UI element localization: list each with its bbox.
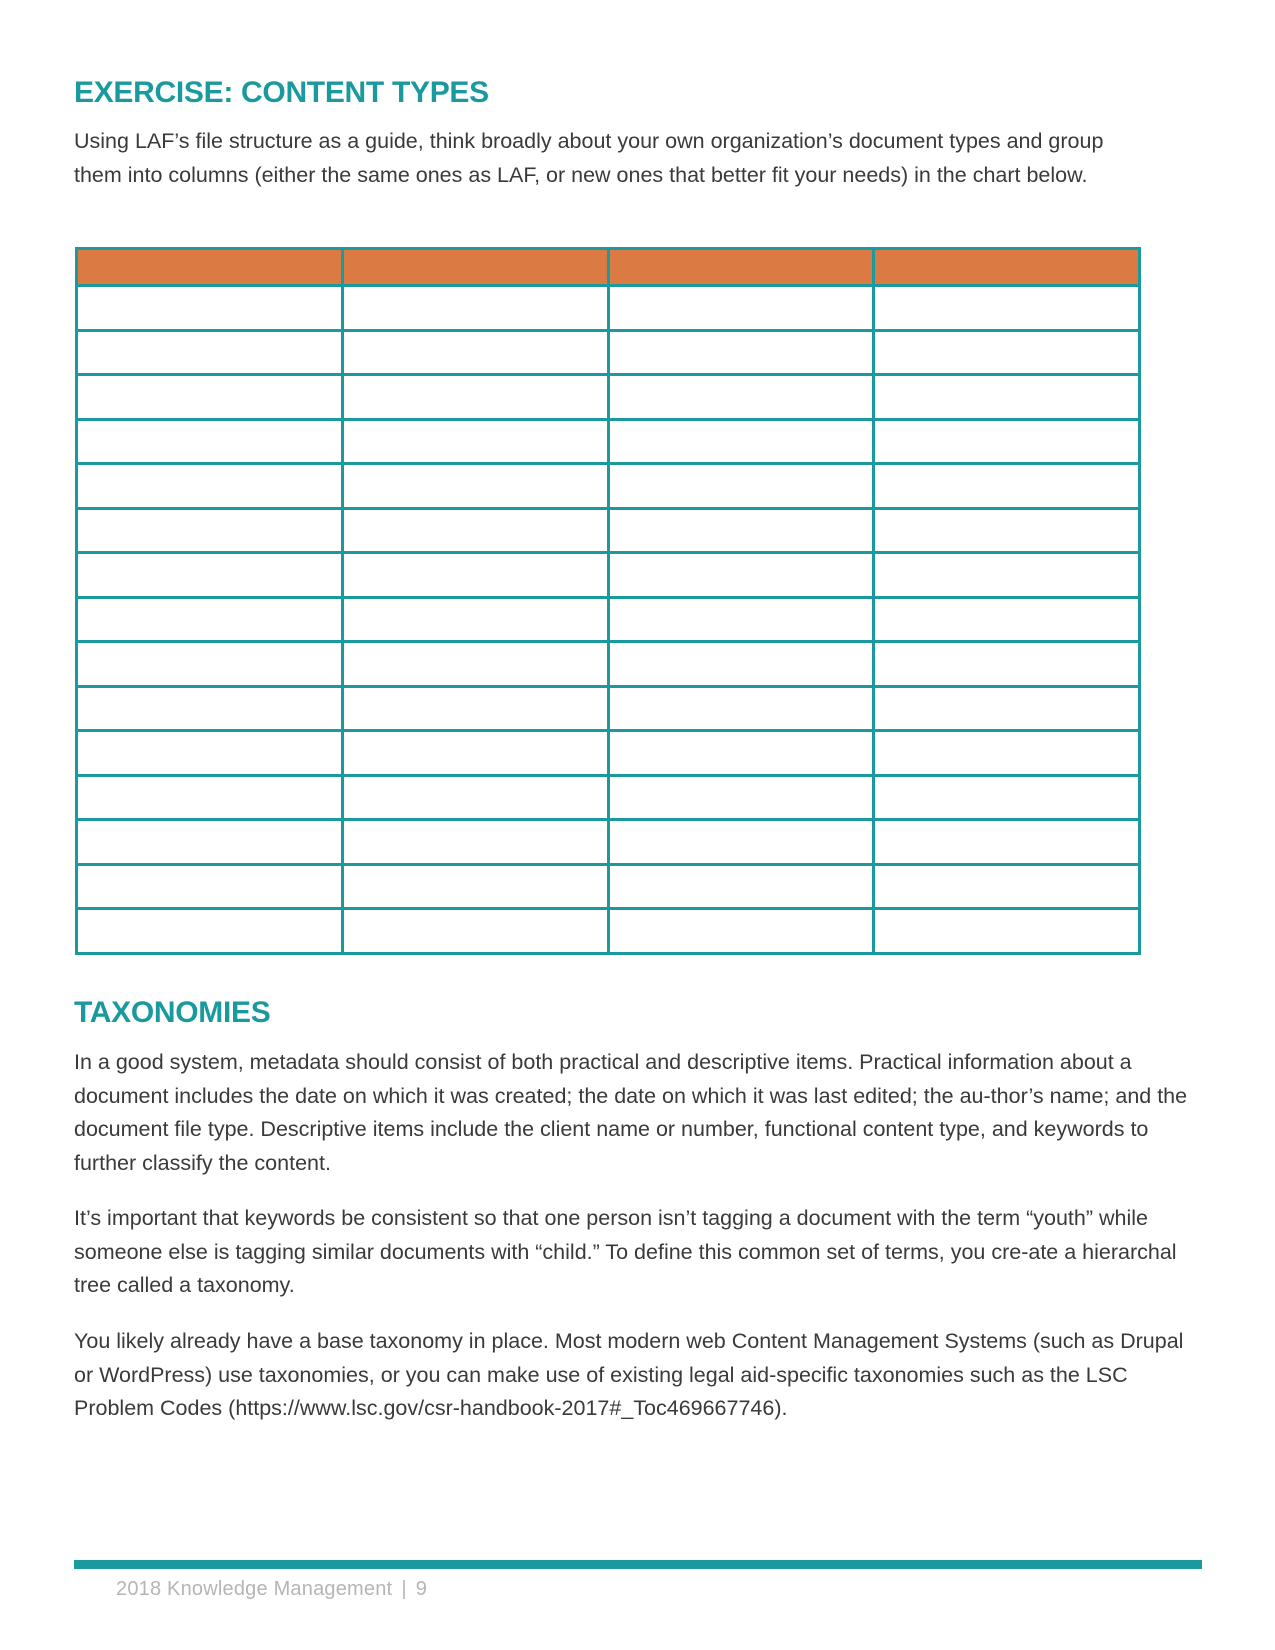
footer-rule <box>74 1560 1202 1569</box>
table-cell[interactable] <box>874 375 1140 420</box>
header-cell[interactable] <box>342 249 608 286</box>
header-cell[interactable] <box>608 249 874 286</box>
table-row <box>77 375 1140 420</box>
footer-title: 2018 Knowledge Management <box>116 1578 393 1600</box>
table-cell[interactable] <box>77 375 343 420</box>
table-cell[interactable] <box>608 686 874 731</box>
table-cell[interactable] <box>874 864 1140 909</box>
header-cell[interactable] <box>77 249 343 286</box>
table-cell[interactable] <box>608 330 874 375</box>
table-cell[interactable] <box>77 330 343 375</box>
table-header-row <box>77 249 1140 286</box>
table-cell[interactable] <box>342 419 608 464</box>
table-cell[interactable] <box>608 909 874 954</box>
table-row <box>77 642 1140 687</box>
table-cell[interactable] <box>608 642 874 687</box>
table-cell[interactable] <box>77 686 343 731</box>
table-cell[interactable] <box>608 597 874 642</box>
table-cell[interactable] <box>874 909 1140 954</box>
table-cell[interactable] <box>342 909 608 954</box>
table-cell[interactable] <box>342 642 608 687</box>
table-cell[interactable] <box>77 464 343 509</box>
table-cell[interactable] <box>874 686 1140 731</box>
table-row <box>77 464 1140 509</box>
table-cell[interactable] <box>608 419 874 464</box>
table-cell[interactable] <box>874 330 1140 375</box>
table-cell[interactable] <box>608 508 874 553</box>
table-cell[interactable] <box>608 553 874 598</box>
table-cell[interactable] <box>342 864 608 909</box>
table-cell[interactable] <box>874 820 1140 865</box>
table-cell[interactable] <box>342 731 608 776</box>
table-cell[interactable] <box>77 553 343 598</box>
table-cell[interactable] <box>608 375 874 420</box>
table-cell[interactable] <box>342 686 608 731</box>
table-cell[interactable] <box>342 508 608 553</box>
table-cell[interactable] <box>874 508 1140 553</box>
table-cell[interactable] <box>342 375 608 420</box>
footer <box>116 1578 427 1601</box>
exercise-intro: Using LAF’s file structure as a guide, think broadly about your own organization’s document types and group them into columns (either the same ones as LAF, or new ones that better fit your needs) in the chart below. <box>74 129 1104 187</box>
table-cell[interactable] <box>874 775 1140 820</box>
table-cell[interactable] <box>608 820 874 865</box>
table-cell[interactable] <box>77 731 343 776</box>
table-cell[interactable] <box>874 419 1140 464</box>
table-cell[interactable] <box>77 909 343 954</box>
table-cell[interactable] <box>342 464 608 509</box>
exercise-heading: EXERCISE: CONTENT TYPES <box>74 76 489 109</box>
table-cell[interactable] <box>874 597 1140 642</box>
table-cell[interactable] <box>608 286 874 331</box>
table-cell[interactable] <box>342 597 608 642</box>
table-cell[interactable] <box>77 508 343 553</box>
table-row <box>77 686 1140 731</box>
table-row <box>77 820 1140 865</box>
table-cell[interactable] <box>342 553 608 598</box>
table-cell[interactable] <box>77 597 343 642</box>
table-cell[interactable] <box>874 286 1140 331</box>
table-row <box>77 775 1140 820</box>
content-types-table <box>75 247 1141 955</box>
table-cell[interactable] <box>874 642 1140 687</box>
table-cell[interactable] <box>874 553 1140 598</box>
table-cell[interactable] <box>77 775 343 820</box>
table-cell[interactable] <box>342 775 608 820</box>
table-row <box>77 864 1140 909</box>
taxonomies-paragraph-3: You likely already have a base taxonomy in place. Most modern web Content Management Systems (such as Drupal or WordPress) use taxonomies, or you can make use of existing legal aid-specific taxonomies such as the LSC Problem Codes (https://www.lsc.gov/csr-handbook-2017#_Toc469667746). <box>74 1329 1184 1420</box>
table-row <box>77 597 1140 642</box>
table-row <box>77 286 1140 331</box>
table-cell[interactable] <box>342 820 608 865</box>
table-row <box>77 419 1140 464</box>
table-cell[interactable] <box>77 820 343 865</box>
table-row <box>77 553 1140 598</box>
table-cell[interactable] <box>342 330 608 375</box>
table-cell[interactable] <box>77 864 343 909</box>
footer-page-number: 9 <box>415 1578 428 1600</box>
table-cell[interactable] <box>608 775 874 820</box>
table-cell[interactable] <box>77 286 343 331</box>
table-cell[interactable] <box>77 642 343 687</box>
table-row <box>77 508 1140 553</box>
table-cell[interactable] <box>77 419 343 464</box>
table-cell[interactable] <box>342 286 608 331</box>
footer-separator: | <box>401 1578 407 1600</box>
table-row <box>77 909 1140 954</box>
table-cell[interactable] <box>874 731 1140 776</box>
table-cell[interactable] <box>608 731 874 776</box>
table-cell[interactable] <box>608 864 874 909</box>
taxonomies-paragraph-2: It’s important that keywords be consistent so that one person isn’t tagging a document with the term “youth” while someone else is tagging similar documents with “child.” To define this common set of terms, you cre-ate a hierarchal tree called a taxonomy. <box>74 1206 1177 1297</box>
table-row <box>77 330 1140 375</box>
taxonomies-heading: TAXONOMIES <box>74 996 271 1029</box>
table-cell[interactable] <box>608 464 874 509</box>
table-cell[interactable] <box>874 464 1140 509</box>
header-cell[interactable] <box>874 249 1140 286</box>
table-row <box>77 731 1140 776</box>
taxonomies-paragraph-1: In a good system, metadata should consist of both practical and descriptive items. Practical information about a document includes the date on which it was created; the date on which it was last edited; the au-thor’s name; and the document file type. Descriptive items include the client name or number, functional content type, and keywords to further classify the content. <box>74 1050 1188 1175</box>
